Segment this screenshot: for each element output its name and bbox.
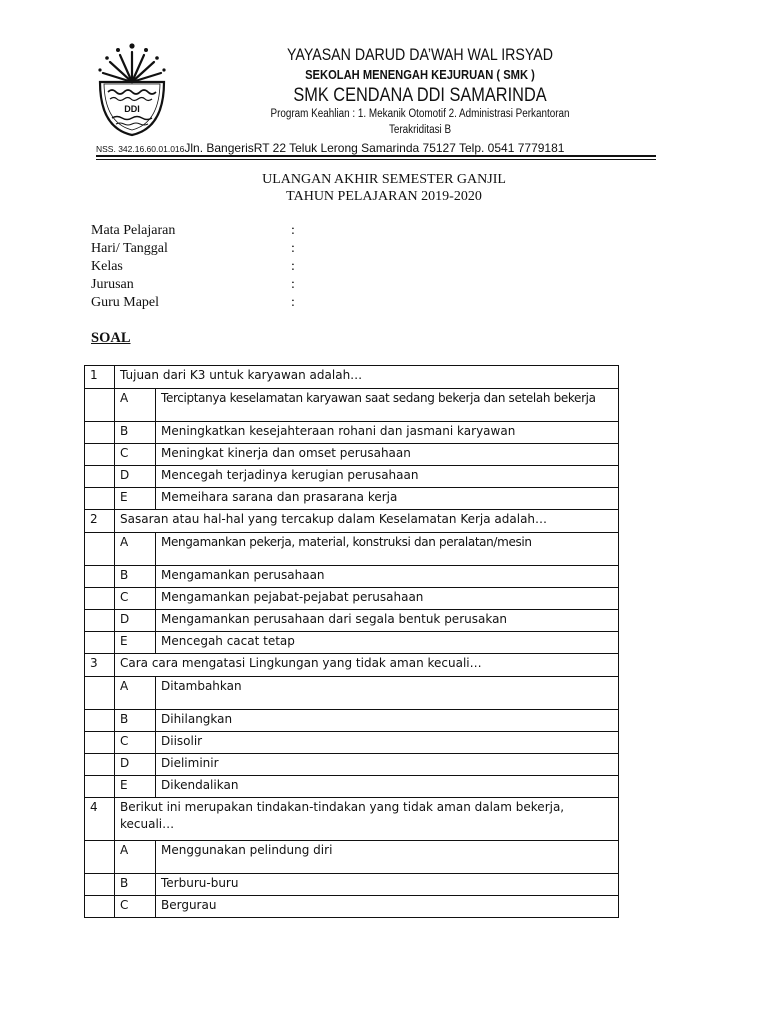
- option-letter: E: [115, 488, 156, 510]
- option-letter: A: [115, 841, 156, 874]
- option-row: [85, 610, 619, 632]
- option-letter: C: [115, 588, 156, 610]
- info-row-date: [91, 240, 331, 258]
- question-number: 4: [85, 798, 115, 841]
- option-row: [85, 466, 619, 488]
- exam-title: ULANGAN AKHIR SEMESTER GANJIL: [262, 172, 506, 187]
- question-text: Berikut ini merupakan tindakan-tindakan yang tidak aman dalam bekerja, kecuali…: [115, 798, 619, 841]
- accreditation-line: Terakriditasi B: [388, 124, 452, 136]
- info-label: Guru Mapel: [91, 295, 160, 310]
- option-row: [85, 422, 619, 444]
- info-label: Mata Pelajaran: [91, 223, 176, 238]
- option-text: Dieliminir: [156, 754, 619, 776]
- question-row: [85, 366, 619, 389]
- info-label: Jurusan: [91, 277, 134, 292]
- option-letter: B: [115, 422, 156, 444]
- info-colon: :: [291, 295, 295, 310]
- option-row: [85, 566, 619, 588]
- foundation-name: YAYASAN DARUD DA’WAH WAL IRSYAD: [287, 46, 553, 64]
- option-text: Mencegah terjadinya kerugian perusahaan: [156, 466, 619, 488]
- option-text: Ditambahkan: [156, 677, 619, 710]
- option-row: [85, 732, 619, 754]
- option-text: Terciptanya keselamatan karyawan saat sedang bekerja dan setelah bekerja: [156, 389, 619, 422]
- option-letter: E: [115, 776, 156, 798]
- nss-number: NSS. 342.16.60.01.016: [96, 144, 185, 154]
- option-letter: A: [115, 389, 156, 422]
- info-colon: :: [291, 277, 295, 292]
- street-address: Jln. BangerisRT 22 Teluk Lerong Samarinda 75127 Telp. 0541 7779181: [184, 141, 565, 155]
- school-name: SMK CENDANA DDI SAMARINDA: [293, 85, 547, 106]
- programs-line: Program Keahlian : 1. Mekanik Otomotif 2. Administrasi Perkantoran: [270, 108, 570, 120]
- option-text: Mengamankan perusahaan dari segala bentuk perusakan: [156, 610, 619, 632]
- option-row: [85, 710, 619, 732]
- option-text: Mengamankan pekerja, material, konstruksi dan peralatan/mesin: [156, 533, 619, 566]
- option-row: [85, 776, 619, 798]
- option-row: [85, 533, 619, 566]
- option-row: [85, 488, 619, 510]
- school-type: SEKOLAH MENENGAH KEJURUAN ( SMK ): [305, 67, 535, 82]
- question-row: [85, 510, 619, 533]
- info-row-class: [91, 258, 331, 276]
- option-letter: D: [115, 610, 156, 632]
- option-row: [85, 841, 619, 874]
- option-letter: E: [115, 632, 156, 654]
- option-text: Meningkatkan kesejahteraan rohani dan jasmani karyawan: [156, 422, 619, 444]
- header-divider-thick: [96, 155, 656, 157]
- info-row-teacher: [91, 294, 331, 312]
- option-text: Diisolir: [156, 732, 619, 754]
- option-text: Mencegah cacat tetap: [156, 632, 619, 654]
- questions-table: [84, 365, 619, 918]
- option-row: [85, 754, 619, 776]
- header-divider-thin: [96, 159, 656, 160]
- question-row: [85, 798, 619, 841]
- option-letter: B: [115, 710, 156, 732]
- option-row: [85, 389, 619, 422]
- option-row: [85, 874, 619, 896]
- ddi-emblem-icon: [94, 40, 170, 138]
- option-text: Dihilangkan: [156, 710, 619, 732]
- info-label: Hari/ Tanggal: [91, 241, 168, 256]
- section-heading: SOAL: [91, 330, 131, 346]
- option-text: Menggunakan pelindung diri: [156, 841, 619, 874]
- option-row: [85, 896, 619, 918]
- option-text: Mengamankan perusahaan: [156, 566, 619, 588]
- option-text: Dikendalikan: [156, 776, 619, 798]
- exam-year: TAHUN PELAJARAN 2019-2020: [286, 189, 482, 204]
- option-letter: D: [115, 466, 156, 488]
- option-row: [85, 444, 619, 466]
- option-text: Bergurau: [156, 896, 619, 918]
- question-number: 2: [85, 510, 115, 533]
- question-row: [85, 654, 619, 677]
- option-letter: C: [115, 896, 156, 918]
- exam-info: [91, 222, 331, 312]
- question-text: Tujuan dari K3 untuk karyawan adalah…: [115, 366, 619, 389]
- question-number: 3: [85, 654, 115, 677]
- option-letter: A: [115, 533, 156, 566]
- option-letter: C: [115, 732, 156, 754]
- option-row: [85, 588, 619, 610]
- info-colon: :: [291, 259, 295, 274]
- option-letter: B: [115, 566, 156, 588]
- option-letter: C: [115, 444, 156, 466]
- option-text: Terburu-buru: [156, 874, 619, 896]
- option-text: Mengamankan pejabat-pejabat perusahaan: [156, 588, 619, 610]
- option-row: [85, 677, 619, 710]
- info-colon: :: [291, 241, 295, 256]
- logo-text: DDI: [124, 104, 140, 114]
- option-text: Meningkat kinerja dan omset perusahaan: [156, 444, 619, 466]
- option-letter: A: [115, 677, 156, 710]
- option-letter: D: [115, 754, 156, 776]
- question-text: Sasaran atau hal-hal yang tercakup dalam Keselamatan Kerja adalah…: [115, 510, 619, 533]
- info-row-major: [91, 276, 331, 294]
- question-text: Cara cara mengatasi Lingkungan yang tidak aman kecuali…: [115, 654, 619, 677]
- option-row: [85, 632, 619, 654]
- question-number: 1: [85, 366, 115, 389]
- info-row-subject: [91, 222, 331, 240]
- info-colon: :: [291, 223, 295, 238]
- info-label: Kelas: [91, 259, 123, 274]
- option-text: Memeihara sarana dan prasarana kerja: [156, 488, 619, 510]
- option-letter: B: [115, 874, 156, 896]
